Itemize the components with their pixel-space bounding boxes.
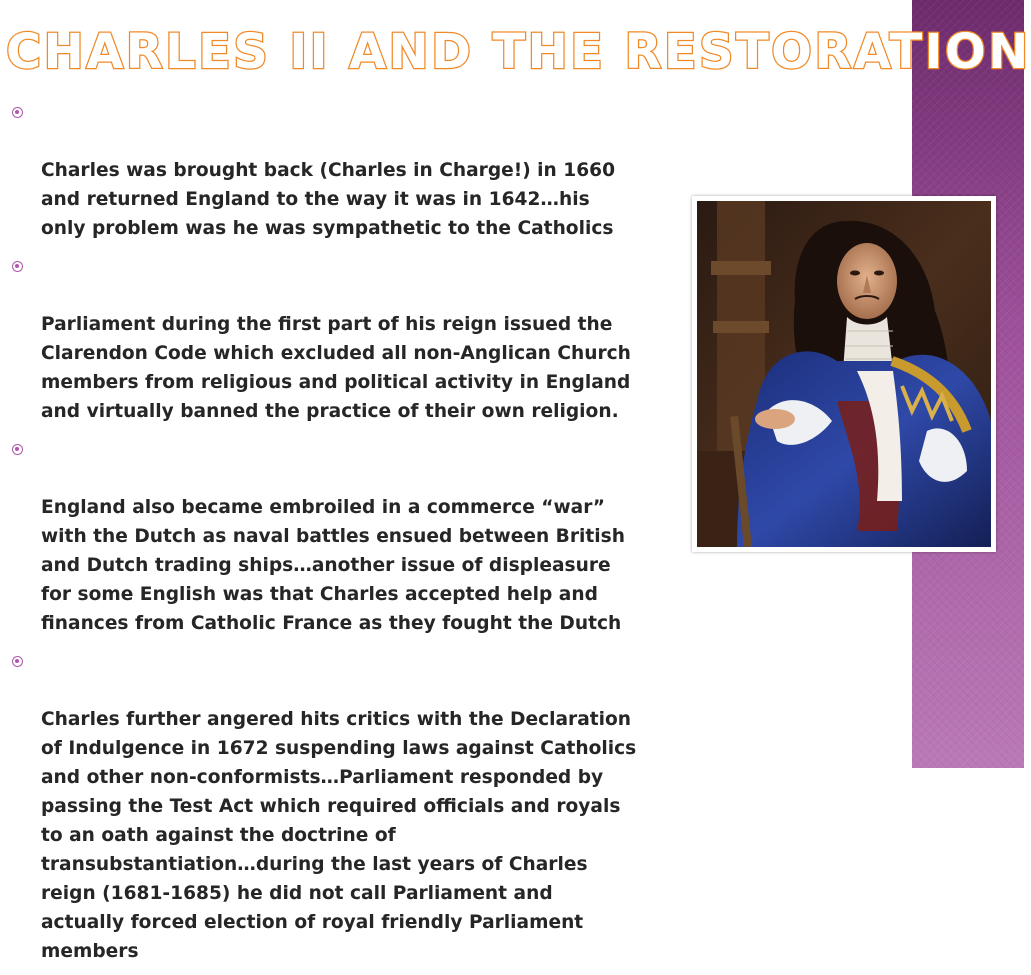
bullet-text: England also became embroiled in a commerce “war” with the Dutch as naval battles ensued between British and Dutch trading ships…another issue of displeasure for some English was that Charles accepted help and finances from Catholic France as they fought the Dutch — [41, 497, 625, 634]
bullet-text: Charles further angered hits critics with the Declaration of Indulgence in 1672 suspending laws against Catholics and other non-conformists…Parliament responded by passing the Test Act which required officials and royals to an oath against the doctrine of transubstantiation…during the last years of Charles reign (1681-1685) he did not call Parliament and actually forced election of royal friendly Parliament members — [41, 709, 637, 962]
bullet-text: Charles was brought back (Charles in Charge!) in 1660 and returned England to the way it was in 1642…his only problem was he was sympathetic to the Catholics — [41, 160, 616, 239]
bullet-item — [12, 647, 692, 966]
bullet-item — [12, 252, 692, 426]
bullet-list — [12, 98, 692, 975]
slide-title: CHARLES II AND THE RESTORATION — [6, 24, 1031, 80]
bullet-item — [12, 435, 692, 638]
circle-dot-icon — [12, 444, 23, 455]
circle-dot-icon — [12, 656, 23, 667]
bullet-item — [12, 98, 692, 243]
circle-dot-icon — [12, 107, 23, 118]
portrait-frame — [692, 196, 996, 552]
portrait-of-charles-ii — [697, 201, 991, 547]
bullet-text: Parliament during the first part of his reign issued the Clarendon Code which excluded all non-Anglican Church members from religious and political activity in England and virtually banned the practice of their own religion. — [41, 314, 631, 422]
circle-dot-icon — [12, 261, 23, 272]
